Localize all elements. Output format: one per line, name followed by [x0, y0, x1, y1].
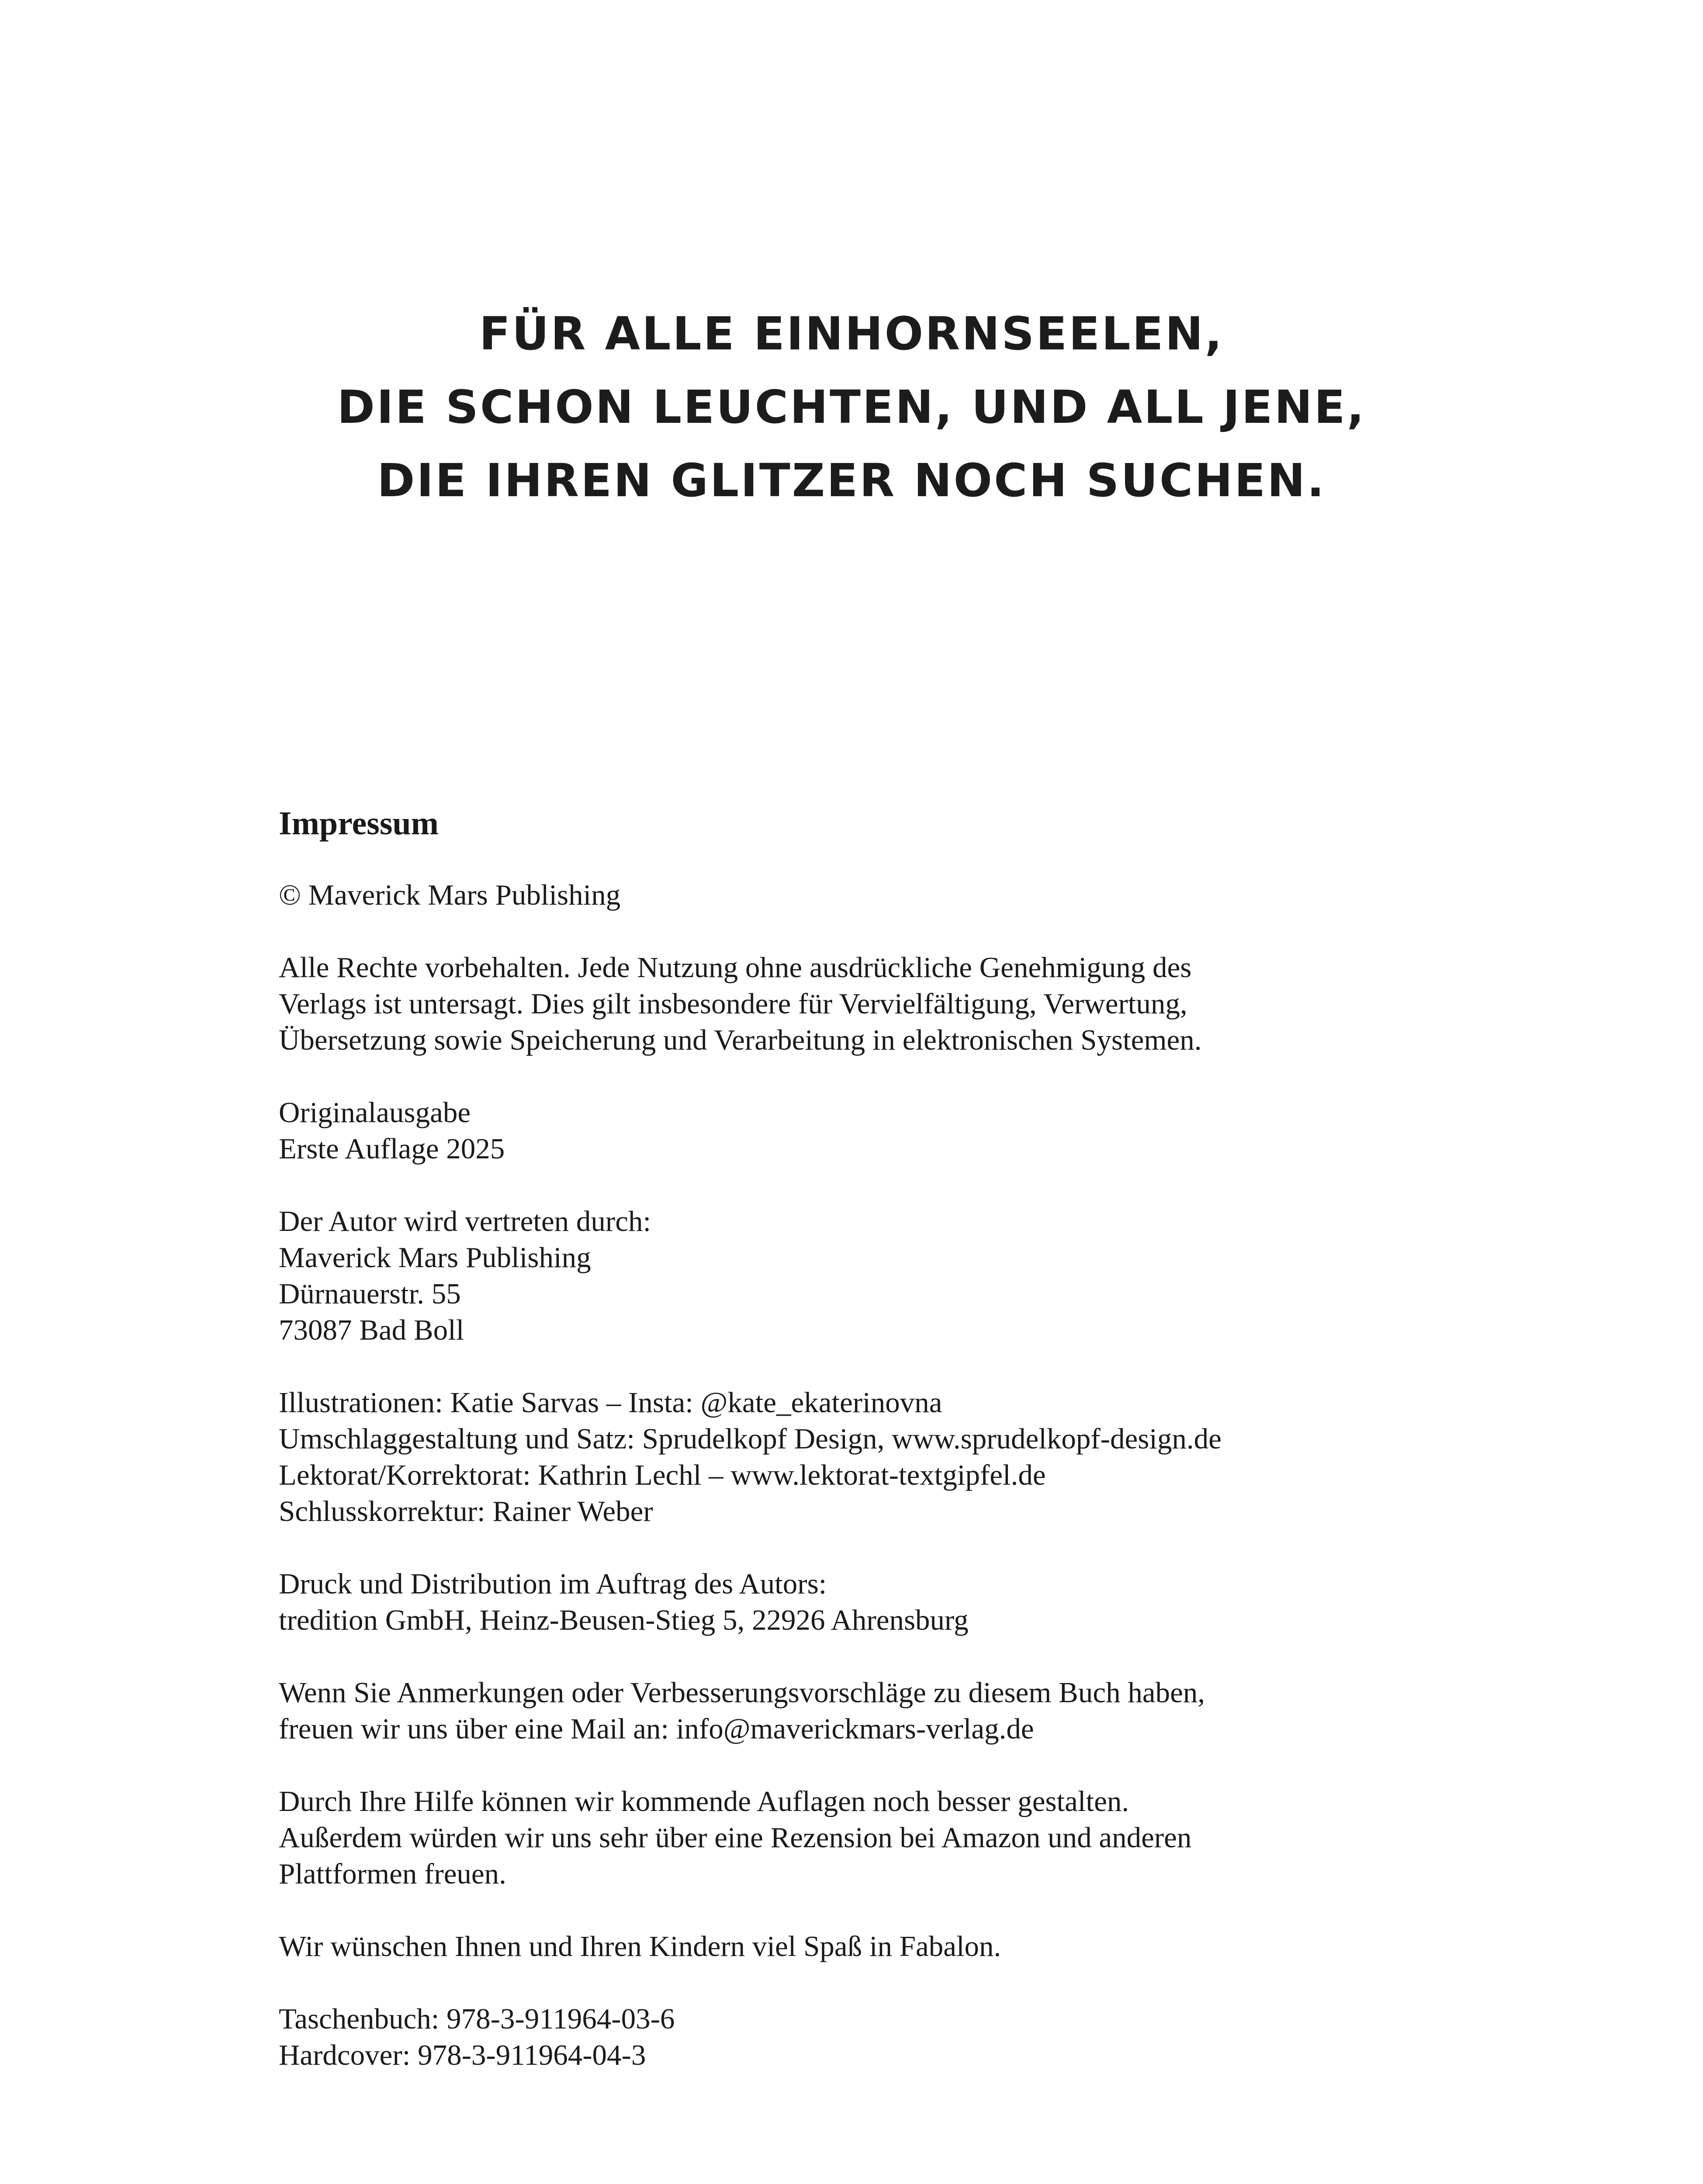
printing-line: tredition GmbH, Heinz-Beusen-Stieg 5, 22926 Ahrensburg [279, 1604, 969, 1636]
credits [279, 1385, 1458, 1530]
dedication-line: DIE SCHON LEUCHTEN, UND ALL JENE, [337, 380, 1366, 434]
rights-line: Alle Rechte vorbehalten. Jede Nutzung ohne ausdrückliche Genehmigung des [279, 951, 1192, 984]
printing-info [279, 1566, 1458, 1638]
wishes-line: Wir wünschen Ihnen und Ihren Kindern viel Spaß in Fabalon. [279, 1930, 1001, 1963]
credit-line: Lektorat/Korrektorat: Kathrin Lechl – www.lektorat-textgipfel.de [279, 1459, 1046, 1491]
address-line: 73087 Bad Boll [279, 1314, 464, 1346]
feedback-line: Wenn Sie Anmerkungen oder Verbesserungsvorschläge zu diesem Buch haben, [279, 1676, 1205, 1709]
copyright-notice [279, 877, 1458, 913]
feedback-note [279, 1675, 1458, 1747]
help-line: Außerdem würden wir uns sehr über eine Rezension bei Amazon und anderen [279, 1821, 1192, 1854]
wishes-note [279, 1928, 1458, 1965]
edition-line: Originalausgabe [279, 1096, 471, 1129]
credit-line: Umschlaggestaltung und Satz: Sprudelkopf Design, www.sprudelkopf-design.de [279, 1423, 1222, 1455]
isbn-line: Hardcover: 978-3-911964-04-3 [279, 2039, 646, 2071]
help-note [279, 1783, 1458, 1892]
dedication-line: DIE IHREN GLITZER NOCH SUCHEN. [377, 454, 1326, 507]
isbn-line: Taschenbuch: 978-3-911964-03-6 [279, 2003, 675, 2035]
imprint-heading: Impressum [279, 805, 439, 842]
printing-line: Druck und Distribution im Auftrag des Autors: [279, 1568, 827, 1600]
imprint-section [279, 804, 1458, 2110]
dedication-line: FÜR ALLE EINHORNSEELEN, [479, 307, 1224, 360]
rights-line: Übersetzung sowie Speicherung und Verarbeitung in elektronischen Systemen. [279, 1024, 1202, 1056]
rights-notice [279, 950, 1458, 1058]
credit-line: Schlusskorrektur: Rainer Weber [279, 1495, 653, 1527]
feedback-line: freuen wir uns über eine Mail an: info@maverickmars-verlag.de [279, 1713, 1034, 1745]
edition-info [279, 1095, 1458, 1167]
rights-line: Verlags ist untersagt. Dies gilt insbesondere für Vervielfältigung, Verwertung, [279, 988, 1187, 1020]
help-line: Plattformen freuen. [279, 1858, 506, 1890]
credit-line: Illustrationen: Katie Sarvas – Insta: @kate_ekaterinovna [279, 1386, 942, 1419]
publisher-address [279, 1203, 1458, 1348]
dedication [0, 297, 1703, 517]
address-line: Dürnauerstr. 55 [279, 1278, 461, 1310]
help-line: Durch Ihre Hilfe können wir kommende Auflagen noch besser gestalten. [279, 1785, 1129, 1818]
copyright-line: © Maverick Mars Publishing [279, 879, 621, 911]
isbn-list [279, 2001, 1458, 2073]
edition-line: Erste Auflage 2025 [279, 1133, 505, 1165]
address-line: Der Autor wird vertreten durch: [279, 1205, 651, 1237]
address-line: Maverick Mars Publishing [279, 1241, 591, 1274]
